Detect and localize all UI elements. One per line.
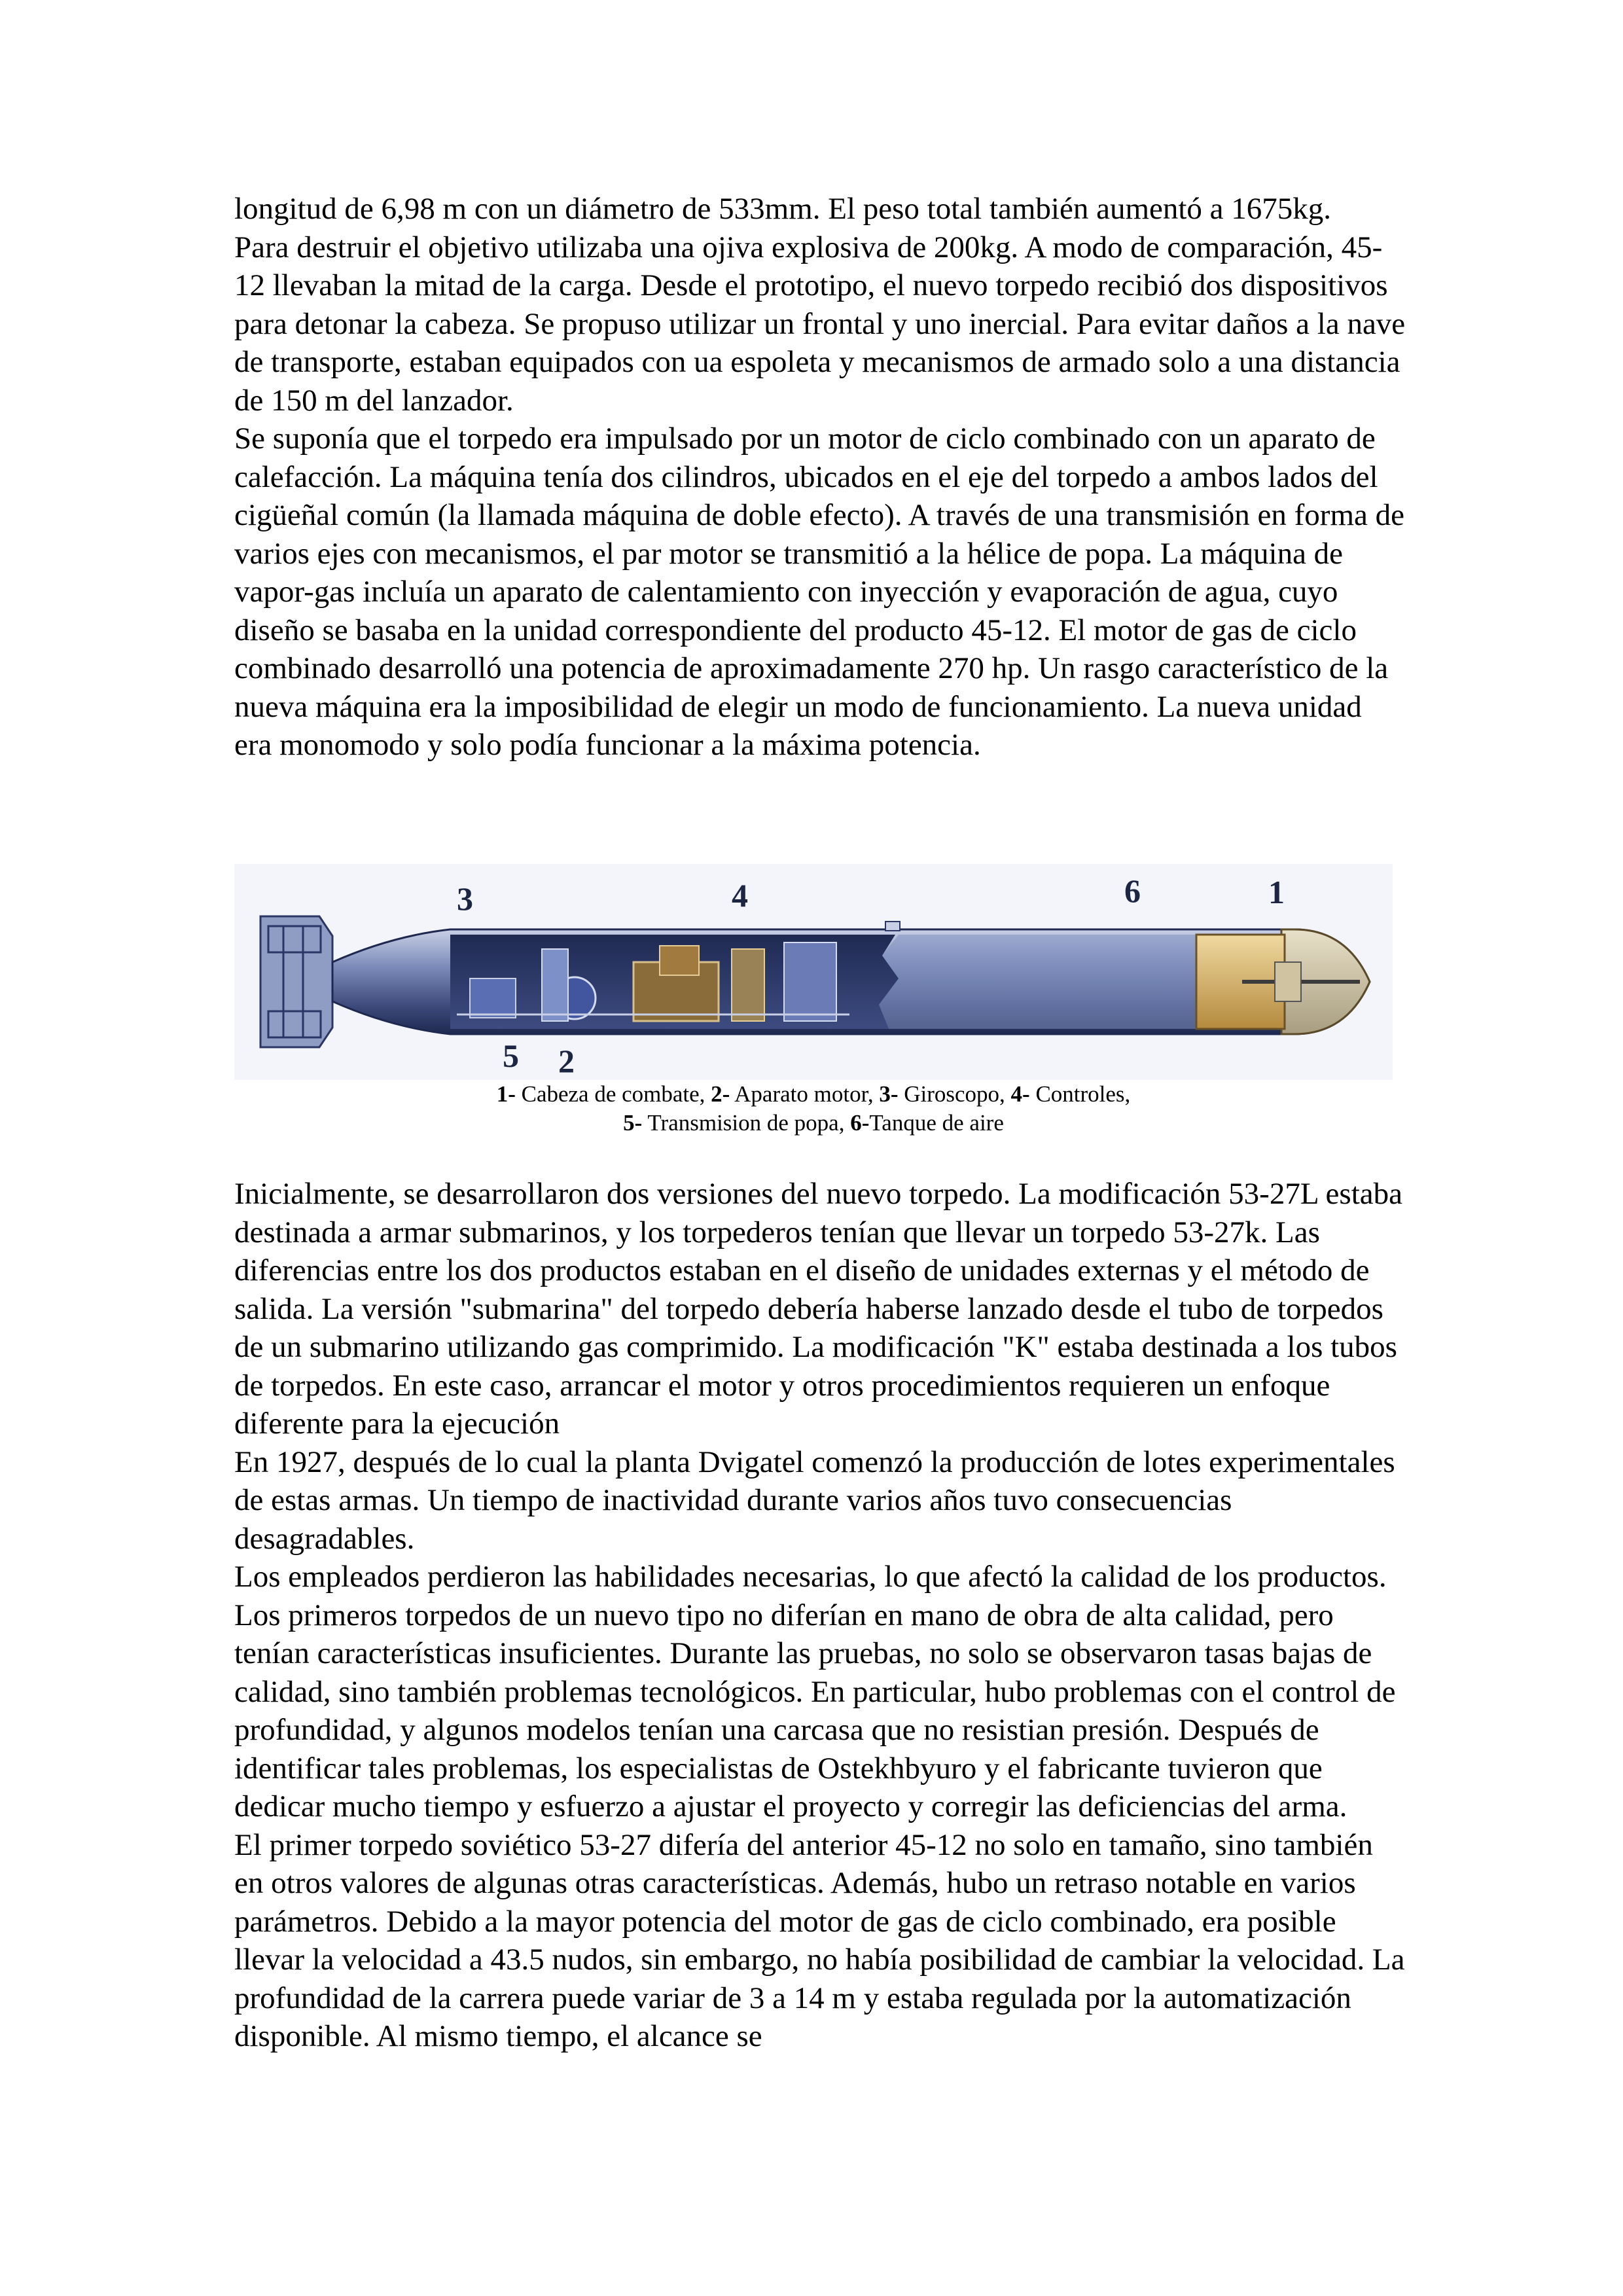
caption-number: 4-: [1010, 1081, 1030, 1107]
paragraph: Para destruir el objetivo utilizaba una ojiva explosiva de 200kg. A modo de comparación, 45-12 llevaban la mitad de la carga. Desde el prototipo, el nuevo torpedo recibió dos dispositivos para detonar la cabeza. Se propuso utilizar un frontal y uno inercial. Para evitar daños a la nave de transporte, estaban equipados con ua espoleta y mecanismos de armado solo a una distancia de 150 m del lanzador.: [234, 230, 1406, 418]
paragraph: longitud de 6,98 m con un diámetro de 533mm. El peso total también aumentó a 1675kg.: [234, 192, 1332, 226]
figure-caption: [234, 1080, 1393, 1138]
caption-text: Giroscopo,: [898, 1081, 1011, 1107]
torpedo-cutaway-figure: [234, 864, 1393, 1080]
caption-text: Aparato motor,: [730, 1081, 880, 1107]
caption-number: 2-: [711, 1081, 730, 1107]
caption-number: 3-: [879, 1081, 899, 1107]
torpedo-cutaway-illustration: [234, 864, 1393, 1080]
label-1: 1: [1268, 874, 1285, 910]
caption-text: Cabeza de combate,: [515, 1081, 711, 1107]
caption-text: Tanque de aire: [869, 1110, 1004, 1136]
label-6: 6: [1124, 872, 1141, 909]
label-5: 5: [503, 1037, 519, 1074]
caption-number: 5-: [623, 1110, 643, 1136]
hull-fitting: [885, 922, 900, 931]
paragraph: Se suponía que el torpedo era impulsado por un motor de ciclo combinado con un aparato de calefacción. La máquina tenía dos cilindros, ubicados en el eje del torpedo a ambos lados del cigüeñal común (la llamada máquina de doble efecto). A través de una transmisión en forma de varios ejes con mecanismos, el par motor se transmitió a la hélice de popa. La máquina de vapor-gas incluía un aparato de calentamiento con inyección y evaporación de agua, cuyo diseño se basaba en la unidad correspondiente del producto 45-12. El motor de gas de ciclo combinado desarrolló una potencia de aproximadamente 270 hp. Un rasgo característico de la nueva máquina era la imposibilidad de elegir un modo de funcionamiento. La nueva unidad era monomodo y solo podía funcionar a la máxima potencia.: [234, 422, 1404, 762]
label-4: 4: [732, 877, 748, 914]
caption-number: 6-: [850, 1110, 870, 1136]
paragraph: En 1927, después de lo cual la planta Dvigatel comenzó la producción de lotes experimentales de estas armas. Un tiempo de inactividad durante varios años tuvo consecuencias desagradables.: [234, 1444, 1395, 1556]
caption-text: Transmision de popa,: [642, 1110, 851, 1136]
text-block-top: [234, 190, 1406, 764]
caption-line-1: [234, 1080, 1393, 1109]
caption-line-2: [234, 1109, 1393, 1138]
text-block-bottom: [234, 1175, 1406, 2056]
paragraph: Inicialmente, se desarrollaron dos versiones del nuevo torpedo. La modificación 53-27L estaba destinada a armar submarinos, y los torpederos tenían que llevar un torpedo 53-27k. Las diferencias entre los dos productos estaban en el diseño de unidades externas y el método de salida. La versión "submarina" del torpedo debería haberse lanzado desde el tubo de torpedos de un submarino utilizando gas comprimido. La modificación "K" estaba destinada a los tubos de torpedos. En este caso, arrancar el motor y otros procedimientos requieren un enfoque diferente para la ejecución: [234, 1177, 1402, 1441]
caption-text: Controles,: [1029, 1081, 1131, 1107]
paragraph: El primer torpedo soviético 53-27 difería del anterior 45-12 no solo en tamaño, sino también en otros valores de algunas otras características. Además, hubo un retraso notable en varios parámetros. Debido a la mayor potencia del motor de gas de ciclo combinado, era posible llevar la velocidad a 43.5 nudos, sin embargo, no había posibilidad de cambiar la velocidad. La profundidad de la carrera puede variar de 3 a 14 m y estaba regulada por la automatización disponible. Al mismo tiempo, el alcance se: [234, 1827, 1405, 2053]
tail-section: [260, 916, 332, 1047]
label-2: 2: [558, 1043, 575, 1079]
caption-number: 1-: [496, 1081, 516, 1107]
fuze-housing: [1275, 962, 1301, 1001]
paragraph: Los empleados perdieron las habilidades necesarias, lo que afectó la calidad de los productos. Los primeros torpedos de un nuevo tipo no diferían en mano de obra de alta calidad, pero tenían características insuficientes. Durante las pruebas, no solo se observaron tasas bajas de calidad, sino también problemas tecnológicos. En particular, hubo problemas con el control de profundidad, y algunos modelos tenían una carcasa que no resistian presión. Después de identificar tales problemas, los especialistas de Ostekhbyuro y el fabricante tuvieron que dedicar mucho tiempo y esfuerzo a ajustar el proyecto y corregir las deficiencias del arma.: [234, 1560, 1396, 1823]
label-3: 3: [457, 880, 473, 917]
